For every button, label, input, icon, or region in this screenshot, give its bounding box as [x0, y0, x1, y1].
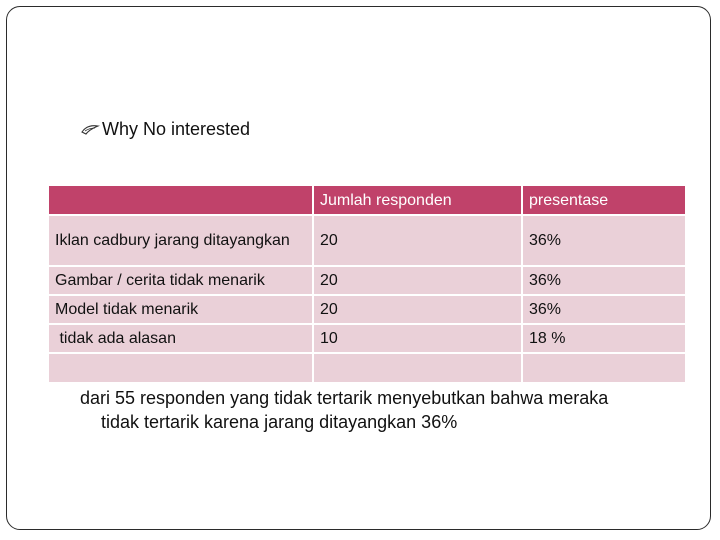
wing-bullet-icon — [80, 122, 100, 138]
table-header-cell: Jumlah responden — [313, 186, 522, 215]
table-cell: 10 — [313, 324, 522, 353]
conclusion-line-2: tidak tertarik karena jarang ditayangkan 36% — [101, 412, 458, 432]
table-cell — [522, 353, 685, 383]
table-cell: 36% — [522, 295, 685, 324]
table-cell: tidak ada alasan — [49, 324, 313, 353]
table-cell: 20 — [313, 215, 522, 266]
table-row — [49, 215, 685, 266]
table-header-cell: presentase — [522, 186, 685, 215]
table-header-row — [49, 186, 685, 215]
table-row-empty — [49, 353, 685, 383]
table-row — [49, 324, 685, 353]
table-cell: Gambar / cerita tidak menarik — [49, 266, 313, 295]
table-cell: Model tidak menarik — [49, 295, 313, 324]
table-cell: Iklan cadbury jarang ditayangkan — [49, 215, 313, 266]
bullet-text: Why No interested — [102, 119, 251, 139]
conclusion-text — [80, 386, 680, 434]
table-header-cell — [49, 186, 313, 215]
table-cell: 20 — [313, 266, 522, 295]
bullet-item — [80, 119, 250, 140]
table-row — [49, 266, 685, 295]
response-table — [49, 186, 685, 384]
conclusion-line-1: dari 55 responden yang tidak tertarik menyebutkan bahwa meraka — [80, 388, 609, 408]
table-cell: 36% — [522, 215, 685, 266]
table-row — [49, 295, 685, 324]
table-cell — [49, 353, 313, 383]
table-cell: 20 — [313, 295, 522, 324]
table-cell — [313, 353, 522, 383]
table-cell: 36% — [522, 266, 685, 295]
table-cell: 18 % — [522, 324, 685, 353]
